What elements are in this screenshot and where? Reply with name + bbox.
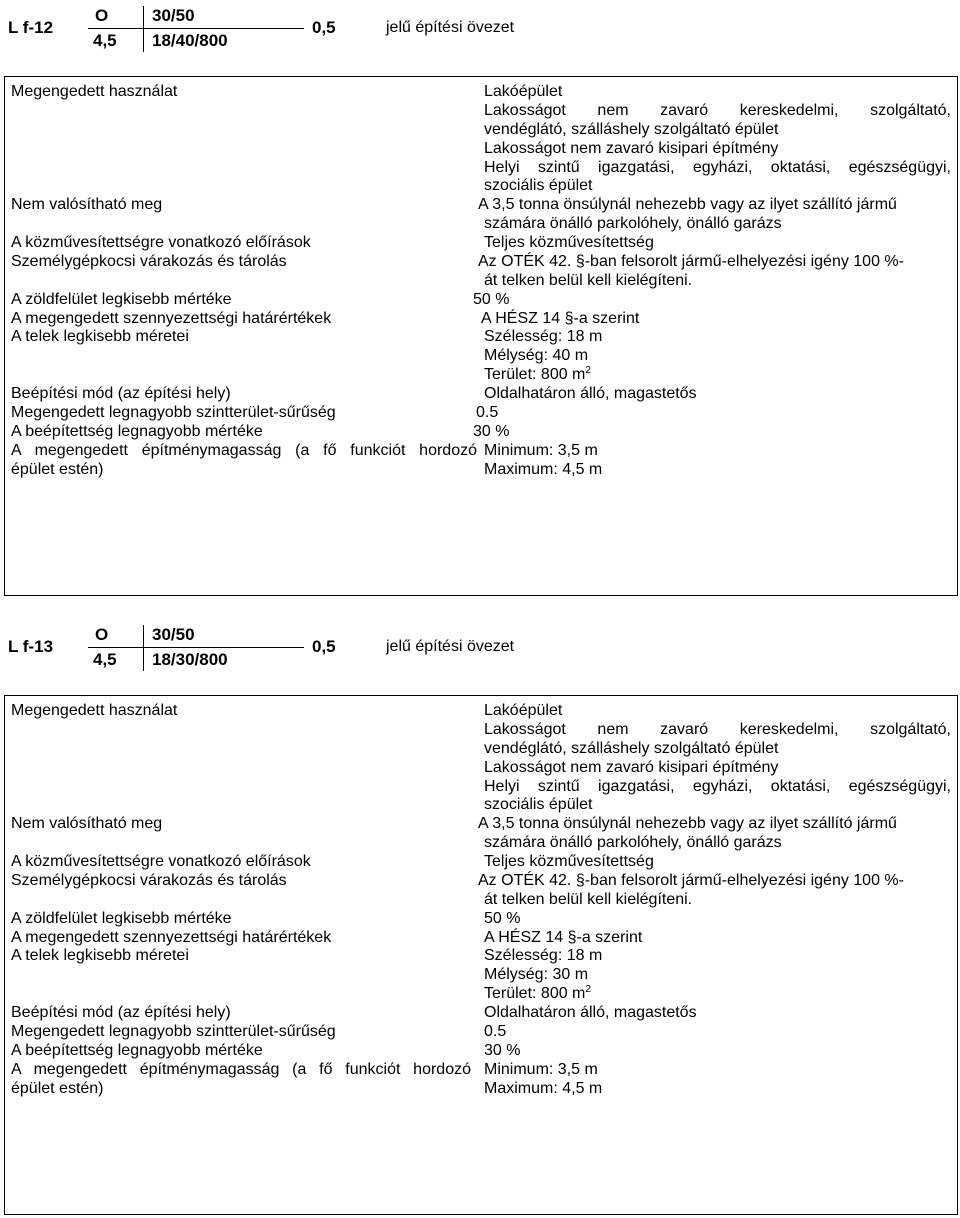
usage-value: Helyi szintű igazgatási, egyházi, oktatási, egészségügyi, (484, 777, 951, 795)
usage-value: Lakosságot nem zavaró kereskedelmi, szolgáltató, (484, 101, 951, 119)
parking-values (478, 872, 951, 910)
usage-value: vendéglátó, szálláshely szolgáltató épület (484, 120, 779, 138)
parking-value: át telken belül kell kielégíteni. (484, 890, 693, 908)
green-label: A zöldfelület legkisebb mértéke (11, 290, 232, 308)
building-mode-value: Oldalhatáron álló, magastetős (484, 1004, 697, 1021)
building-mode-label: Beépítési mód (az építési hely) (11, 1004, 231, 1021)
building-mode-value: Oldalhatáron álló, magastetős (484, 385, 697, 402)
usage-label: Megengedett használat (11, 83, 178, 100)
plot-area-text: Terület: 800 m (484, 985, 586, 1003)
height-row (11, 442, 951, 480)
not-allowed-value: számára önálló parkolóhely, önálló garázs (484, 834, 782, 852)
utility-row (11, 234, 951, 253)
plot-area (484, 366, 951, 385)
usage-value: Lakosságot nem zavaró kisipari építmény (484, 758, 779, 776)
height-label-line: A megengedett építménymagasság (a fő funkciót hordozó (11, 441, 477, 459)
green-row (11, 910, 951, 929)
zone-top-right: 30/50 (152, 6, 195, 25)
not-allowed-values (478, 196, 951, 234)
zone-header (0, 0, 960, 60)
height-values (484, 442, 951, 480)
pollution-value: A HÉSZ 14 §-a szerint (481, 309, 640, 327)
usage-value: Lakosságot nem zavaró kereskedelmi, szolgáltató, (484, 720, 951, 738)
utility-row (11, 853, 951, 872)
height-max: Maximum: 4,5 m (484, 460, 603, 478)
height-label (11, 442, 484, 480)
zone-section (0, 0, 960, 478)
zone-section (0, 619, 960, 1097)
plot-area-sup: 2 (585, 365, 591, 377)
not-allowed-value: A 3,5 tonna önsúlynál nehezebb vagy az ilyet szállító jármű (478, 196, 897, 214)
usage-values (484, 702, 951, 815)
utility-label: A közművesítettségre vonatkozó előírások (11, 234, 311, 251)
utility-value: Teljes közművesítettség (484, 234, 654, 251)
not-allowed-value: számára önálló parkolóhely, önálló garázs (484, 215, 782, 233)
parking-values (478, 253, 951, 291)
divider-vertical (143, 6, 144, 52)
coverage-row (11, 1042, 951, 1061)
green-label: A zöldfelület legkisebb mértéke (11, 909, 232, 927)
zone-code: L f-12 (8, 18, 54, 37)
height-label-line: épület estén) (11, 460, 104, 478)
pollution-row (11, 310, 951, 329)
plot-values (484, 328, 951, 385)
zone-ratio: 0,5 (312, 637, 336, 656)
density-label: Megengedett legnagyobb szintterület-sűrűség (11, 403, 336, 421)
zone-code: L f-13 (8, 637, 54, 656)
plot-width: Szélesség: 18 m (484, 328, 603, 346)
regulation-table (4, 76, 958, 596)
building-mode-row (11, 385, 951, 404)
parking-value: Az OTÉK 42. §-ban felsorolt jármű-elhelyezési igény 100 %- (478, 871, 904, 889)
plot-area-text: Terület: 800 m (484, 366, 586, 384)
plot-depth: Mélység: 40 m (484, 347, 589, 365)
coverage-value: 30 % (484, 1041, 521, 1059)
regulation-table (4, 695, 958, 1215)
height-max: Maximum: 4,5 m (484, 1079, 603, 1097)
usage-value: vendéglátó, szálláshely szolgáltató épület (484, 739, 779, 757)
height-label-line: A megengedett építménymagasság (a fő funkciót hordozó (11, 1060, 471, 1078)
density-row (11, 404, 951, 423)
not-allowed-values (478, 815, 951, 853)
usage-row (11, 83, 951, 196)
density-label: Megengedett legnagyobb szintterület-sűrűség (11, 1022, 336, 1040)
zone-bottom-left: 4,5 (93, 31, 117, 50)
not-allowed-row (11, 815, 951, 853)
zone-bottom-right: 18/30/800 (152, 650, 228, 669)
density-value: 0.5 (476, 403, 499, 421)
usage-row (11, 702, 951, 815)
green-value: 50 % (484, 909, 521, 927)
usage-value: Lakosságot nem zavaró kisipari építmény (484, 139, 779, 157)
not-allowed-value: A 3,5 tonna önsúlynál nehezebb vagy az ilyet szállító jármű (478, 815, 897, 833)
plot-depth: Mélység: 30 m (484, 966, 589, 984)
parking-label: Személygépkocsi várakozás és tárolás (11, 871, 287, 889)
zone-ratio: 0,5 (312, 18, 336, 37)
plot-label: A telek legkisebb méretei (11, 328, 189, 346)
plot-width: Szélesség: 18 m (484, 947, 603, 965)
building-mode-row (11, 1004, 951, 1023)
pollution-label: A megengedett szennyezettségi határértékek (11, 309, 332, 327)
divider-vertical (143, 625, 144, 671)
not-allowed-label: Nem valósítható meg (11, 196, 163, 214)
not-allowed-row (11, 196, 951, 234)
zone-header (0, 619, 960, 679)
usage-value: szociális épület (484, 796, 593, 814)
usage-value: Helyi szintű igazgatási, egyházi, oktatási, egészségügyi, (484, 158, 951, 176)
density-row (11, 1023, 951, 1042)
not-allowed-label: Nem valósítható meg (11, 815, 163, 833)
plot-label: A telek legkisebb méretei (11, 947, 189, 965)
green-value: 50 % (473, 290, 510, 308)
parking-value: át telken belül kell kielégíteni. (484, 271, 693, 289)
zone-bottom-left: 4,5 (93, 650, 117, 669)
zone-top-left: O (95, 625, 109, 644)
divider-horizontal (88, 647, 304, 648)
coverage-label: A beépítettség legnagyobb mértéke (11, 422, 263, 440)
zone-bottom-right: 18/40/800 (152, 31, 228, 50)
coverage-label: A beépítettség legnagyobb mértéke (11, 1041, 263, 1059)
height-values (484, 1061, 951, 1099)
parking-value: Az OTÉK 42. §-ban felsorolt jármű-elhelyezési igény 100 %- (478, 252, 904, 270)
pollution-value: A HÉSZ 14 §-a szerint (484, 928, 643, 946)
usage-values (484, 83, 951, 196)
green-row (11, 291, 951, 310)
building-mode-label: Beépítési mód (az építési hely) (11, 385, 231, 402)
height-min: Minimum: 3,5 m (484, 1060, 598, 1078)
plot-row (11, 947, 951, 1004)
divider-horizontal (88, 28, 304, 29)
density-value: 0.5 (484, 1022, 507, 1040)
usage-value: Lakóépület (484, 702, 563, 719)
height-label-line: épület estén) (11, 1079, 104, 1097)
plot-area-sup: 2 (585, 984, 591, 996)
zone-text: jelű építési övezet (386, 19, 515, 36)
parking-row (11, 253, 951, 291)
height-min: Minimum: 3,5 m (484, 441, 598, 459)
utility-label: A közművesítettségre vonatkozó előírások (11, 853, 311, 870)
plot-row (11, 328, 951, 385)
zone-top-right: 30/50 (152, 625, 195, 644)
pollution-label: A megengedett szennyezettségi határértékek (11, 928, 332, 946)
zone-text: jelű építési övezet (386, 638, 515, 655)
plot-values (484, 947, 951, 1004)
usage-value: Lakóépület (484, 83, 563, 100)
coverage-value: 30 % (473, 422, 510, 440)
parking-row (11, 872, 951, 910)
height-label (11, 1061, 484, 1099)
pollution-row (11, 929, 951, 948)
coverage-row (11, 423, 951, 442)
usage-label: Megengedett használat (11, 702, 178, 719)
utility-value: Teljes közművesítettség (484, 853, 654, 870)
height-row (11, 1061, 951, 1099)
plot-area (484, 985, 951, 1004)
usage-value: szociális épület (484, 177, 593, 195)
parking-label: Személygépkocsi várakozás és tárolás (11, 252, 287, 270)
zone-top-left: O (95, 6, 109, 25)
